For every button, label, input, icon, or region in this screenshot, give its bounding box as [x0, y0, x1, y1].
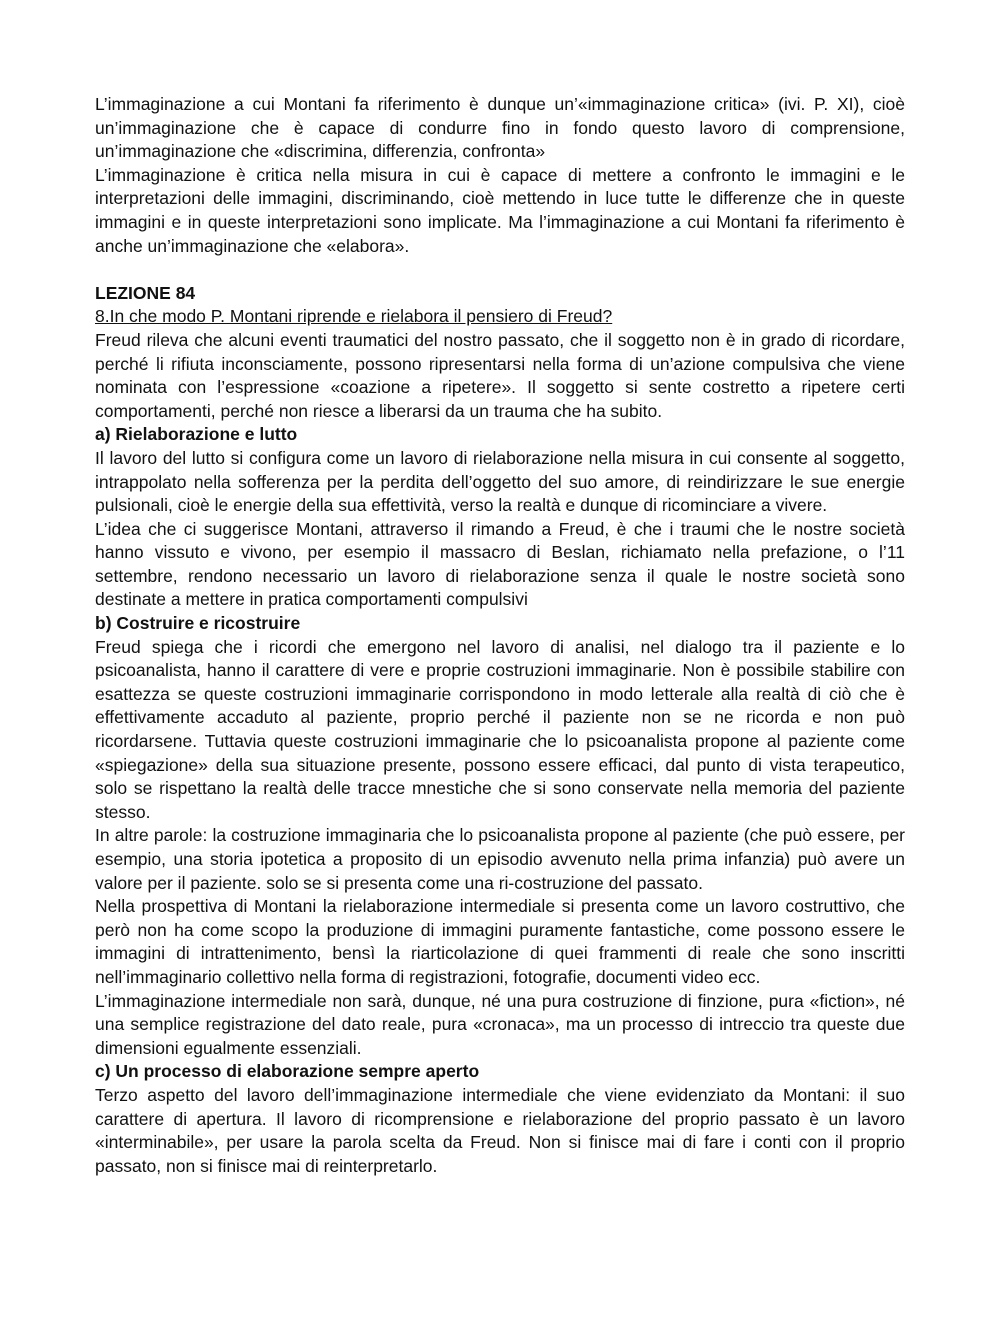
intro-paragraph-1: L’immaginazione a cui Montani fa riferimento è dunque un’«immaginazione critica» (ivi. P. XI), cioè un’immaginazione che è capace di condurre fino in fondo questo lavoro di comprensione, un’immaginazione che «discrimina, differenzia, confronta»: [95, 94, 905, 162]
section-b-paragraph-1: Freud spiega che i ricordi che emergono nel lavoro di analisi, nel dialogo tra il paziente e lo psicoanalista, hanno il carattere di vere e proprie costruzioni immaginarie. Non è possibile stabilire con esattezza se queste costruzioni immaginarie corrispondono in modo letterale alla realtà di ciò che è effettivamente accaduto al paziente, proprio perché il paziente non se ne ricorda e non può ricordarsene. Tuttavia queste costruzioni immaginarie che lo psicoanalista propone al paziente come «spiegazione» della sua situazione presente, possono essere efficaci, dal punto di vista terapeutico, solo se rispettano la realtà delle tracce mnestiche che si sono conservate nella memoria del paziente stesso.: [95, 636, 905, 822]
section-b-title: b) Costruire e ricostruire: [95, 613, 301, 634]
section-c-paragraph-1: Terzo aspetto del lavoro dell’immaginazione intermediale che viene evidenziato da Montani: il suo carattere di apertura. Il lavoro di ricomprensione e rielaborazione del proprio passato è un lavoro «interminabile», per usare la parola scelta da Freud. Non si finisce mai di fare i conti con il proprio passato, non si finisce mai di reinterpretarlo.: [95, 1084, 905, 1176]
section-a-paragraph-2: L’idea che ci suggerisce Montani, attraverso il rimando a Freud, è che i traumi che le nostre società hanno vissuto e vivono, per esempio il massacro di Beslan, richiamato nella prefazione, o l’11 settembre, rendono necessario un lavoro di rielaborazione senza il quale le nostre società sono destinate a mettere in pratica comportamenti compulsivi: [95, 518, 905, 610]
section-b-paragraph-4: L’immaginazione intermediale non sarà, dunque, né una pura costruzione di finzione, pura «fiction», né una semplice registrazione del dato reale, pura «cronaca», ma un processo di intreccio tra queste due dimensioni egualmente essenziali.: [95, 990, 905, 1058]
section-c-title: c) Un processo di elaborazione sempre aperto: [95, 1061, 480, 1082]
lesson-title: LEZIONE 84: [95, 282, 196, 303]
section-a-paragraph-1: Il lavoro del lutto si configura come un lavoro di rielaborazione nella misura in cui consente al soggetto, intrappolato nella sofferenza per la perdita dell’oggetto del suo amore, di reindirizzare le sue energie pulsionali, cioè le energie della sua effettività, verso la realtà e dunque di ricominciare a vivere.: [95, 447, 905, 516]
blank-line: [95, 258, 905, 282]
lesson-question: 8.In che modo P. Montani riprende e rielabora il pensiero di Freud?: [95, 306, 613, 327]
section-a-title: a) Rielaborazione e lutto: [95, 424, 298, 445]
section-b-paragraph-3: Nella prospettiva di Montani la rielaborazione intermediale si presenta come un lavoro costruttivo, che però non ha come scopo la produzione di immagini puramente fantastiche, come possono essere le immagini di intrattenimento, bensì la riarticolazione di quei frammenti di reale che sono inscritti nell’immaginario collettivo nella forma di registrazioni, fotografie, documenti video ecc.: [95, 896, 905, 987]
lesson-paragraph-1: Freud rileva che alcuni eventi traumatici del nostro passato, che il soggetto non è in grado di ricordare, perché li rifiuta inconsciamente, possono ripresentarsi nella forma di un’azione compulsiva che viene nominata con l’espressione «coazione a ripetere». Il soggetto si sente costretto a ripetere certi comportamenti, perché non riesce a liberarsi da un trauma che ha subito.: [95, 329, 905, 421]
section-b-paragraph-2: In altre parole: la costruzione immaginaria che lo psicoanalista propone al paziente (che può essere, per esempio, una storia ipotetica a proposito di un episodio avvenuto nella prima infanzia) può avere un valore per il paziente. solo se si presenta come una ri-costruzione del passato.: [95, 825, 905, 893]
intro-paragraph-2: L’immaginazione è critica nella misura in cui è capace di mettere a confronto le immagini e le interpretazioni delle immagini, discriminando, cioè mettendo in luce tutte le differenze che in queste immagini e in queste interpretazioni sono implicate. Ma l’immaginazione a cui Montani fa riferimento è anche un’immaginazione che «elabora».: [95, 164, 905, 256]
